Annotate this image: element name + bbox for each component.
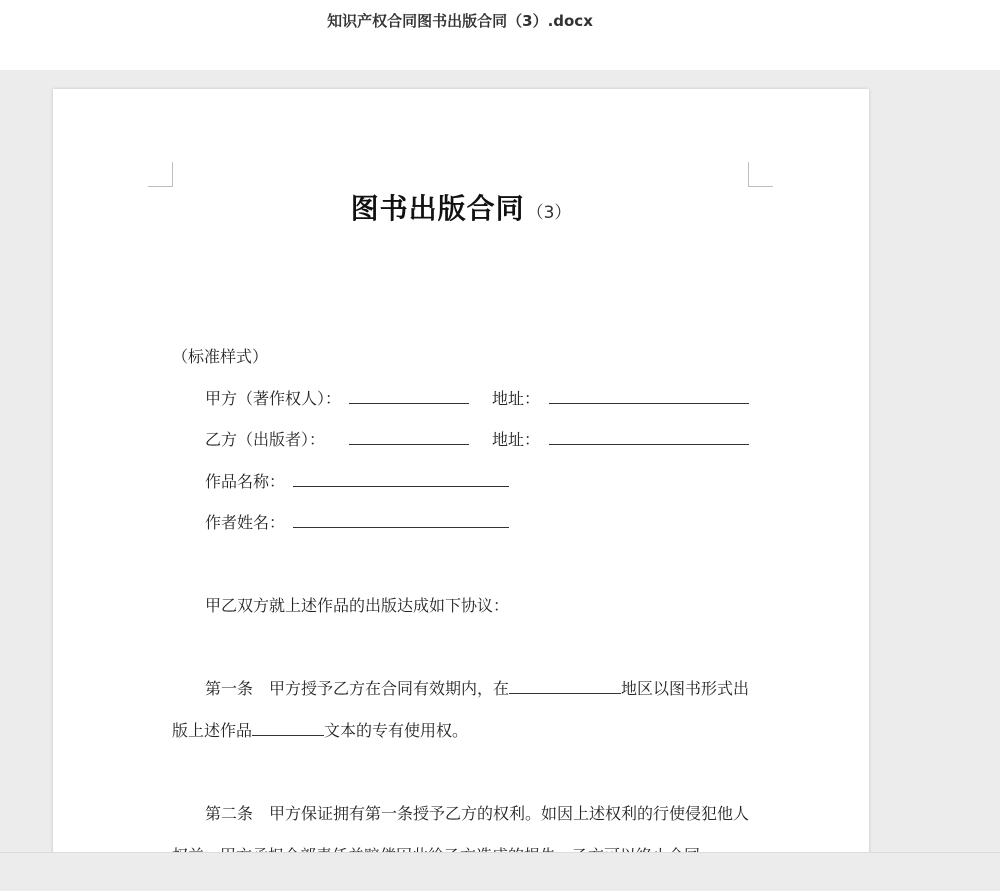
author-name-label: 作者姓名： [205, 513, 286, 532]
status-bar [0, 852, 1000, 891]
party-b-address-blank [549, 444, 749, 445]
article-1-line-1 [205, 676, 749, 699]
document-viewer[interactable] [0, 70, 1000, 852]
party-a-label: 甲方（著作权人）： [205, 389, 342, 408]
work-name-label: 作品名称： [205, 472, 286, 491]
article-1-line-2 [172, 718, 468, 741]
agreement-intro: 甲乙双方就上述作品的出版达成如下协议： [205, 596, 510, 615]
style-note: （标准样式） [172, 347, 269, 366]
party-b-address-label: 地址： [492, 430, 541, 449]
article-1-language-blank [252, 721, 324, 736]
title-suffix: （3） [526, 203, 572, 223]
party-b-label: 乙方（出版者）： [205, 430, 326, 449]
article-1-region-blank [509, 679, 621, 694]
party-b-blank [349, 444, 469, 445]
article-1-text-a: 第一条 甲方授予乙方在合同有效期内，在 [205, 679, 510, 698]
author-name-blank [293, 527, 509, 528]
margin-corner-top-left [148, 162, 173, 187]
article-2-line-1: 第二条 甲方保证拥有第一条授予乙方的权利。如因上述权利的行使侵犯他人 [205, 804, 750, 823]
party-a-address-label: 地址： [492, 389, 541, 408]
document-page [53, 89, 869, 889]
title-bar [0, 0, 1000, 70]
article-1-text-b: 地区以图书形式出 [621, 679, 750, 698]
work-name-blank [293, 486, 509, 487]
document-title [53, 187, 869, 227]
party-a-address-blank [549, 403, 749, 404]
article-1-text-d: 文本的专有使用权。 [324, 721, 469, 740]
party-a-blank [349, 403, 469, 404]
article-1-text-c: 版上述作品 [172, 721, 253, 740]
document-filename: 知识产权合同图书出版合同（3）.docx [327, 12, 593, 30]
title-main: 图书出版合同 [350, 192, 525, 225]
margin-corner-top-right [748, 162, 773, 187]
